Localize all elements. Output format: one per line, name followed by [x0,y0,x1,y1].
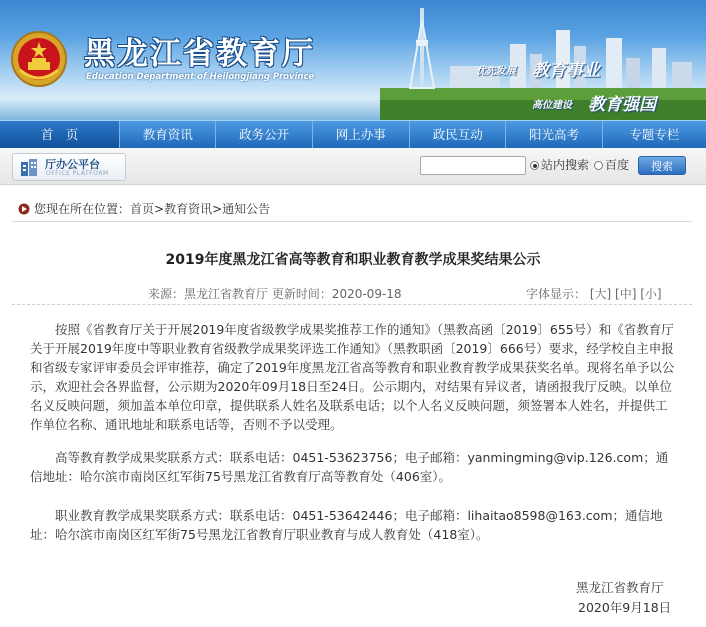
office-platform-link[interactable] [12,153,126,181]
article-paragraph-3: 职业教育教学成果奖联系方式：联系电话：0451-53642446；电子邮箱：lihaitao8598@163.com；通信地址：哈尔滨市南岗区红军街75号黑龙江省教育厅职业教育与成人教育处（418室）。 [30,508,663,542]
site-search-radio[interactable] [530,161,539,170]
nav-item-home[interactable]: 首 页 [0,121,120,149]
slogan-4: 教育强国 [588,95,656,115]
search-button[interactable]: 搜索 [638,156,686,175]
main-nav [0,120,706,149]
baidu-search-label: 百度 [605,158,630,172]
building-icon [19,157,39,177]
font-medium-button[interactable]: [中] [615,287,637,301]
site-search-label: 站内搜索 [541,158,590,172]
nav-item-public-interaction[interactable]: 政民互动 [410,121,506,149]
nav-item-gaokao[interactable]: 阳光高考 [506,121,602,149]
article-paragraph-2: 高等教育教学成果奖联系方式：联系电话：0451-53623756；电子邮箱：yanmingming@vip.126.com；通信地址：哈尔滨市南岗区红军街75号黑龙江省教育厅高等教育处（406室）。 [30,450,669,484]
nav-item-topics[interactable]: 专题专栏 [629,127,680,142]
signature-date: 2020年9月18日 [578,600,672,615]
baidu-search-radio[interactable] [594,161,603,170]
office-platform-label: 厅办公平台 [45,158,100,171]
font-small-button[interactable]: [小] [640,287,662,301]
slogan-3: 高位建设 [532,100,572,111]
breadcrumb-prefix: 您现在所在位置： [34,202,131,216]
article-meta [12,282,692,305]
breadcrumb [18,200,270,217]
nav-item-online-services[interactable]: 网上办事 [313,121,410,149]
nav-item-education-news[interactable]: 教育资讯 [120,121,216,149]
slogan-1: 优先发展 [476,66,516,77]
nav-item-government-affairs[interactable]: 政务公开 [216,121,312,149]
national-emblem-icon [10,30,68,88]
breadcrumb-path[interactable]: 首页>教育资讯>通知公告 [130,202,271,216]
signature-organization: 黑龙江省教育厅 [576,580,664,595]
article-source: 来源：黑龙江省教育厅 更新时间：2020-09-18 [148,287,402,301]
article-paragraph-1: 按照《省教育厅关于开展2019年度省级教学成果奖推荐工作的通知》（黑教高函〔2019〕655号）和《省教育厅关于开展2019年度中等职业教育省级教学成果奖评选工作通知》（黑教职函〔2019〕666号）要求，经学校自主申报和省级专家评审委员会评审推荐，确定了2019年度黑龙江省高等教育和职业教育教学成果获奖名单。现将名单予以公示，欢迎社会各界监督，公示期为2020年09月18日至24日。公示期内，对结果有异议者，请函报我厅反映。以单位名义反映问题，须加盖本单位印章，提供联系人姓名及联系电话；以个人名义反映问题，须签署本人姓名，并提供工作单位名称、通讯地址和联系电话等，否则不予以受理。 [30,322,675,432]
breadcrumb-divider [12,221,692,222]
article-title: 2019年度黑龙江省高等教育和职业教育教学成果奖结果公示 [165,252,541,268]
location-icon [18,203,30,215]
slogan-2: 教育事业 [532,61,600,81]
font-size-label: 字体显示： [526,287,587,301]
site-banner [0,0,706,120]
search-input[interactable] [420,156,526,175]
site-title: 黑龙江省教育厅 [84,36,315,72]
font-size-controls [526,285,662,302]
font-large-button[interactable]: [大] [589,287,612,301]
office-platform-sub: OFFICE PLATFORM [46,170,109,177]
site-subtitle: Education Department of Heilongjiang Province [86,72,315,82]
toolbar [0,148,706,185]
